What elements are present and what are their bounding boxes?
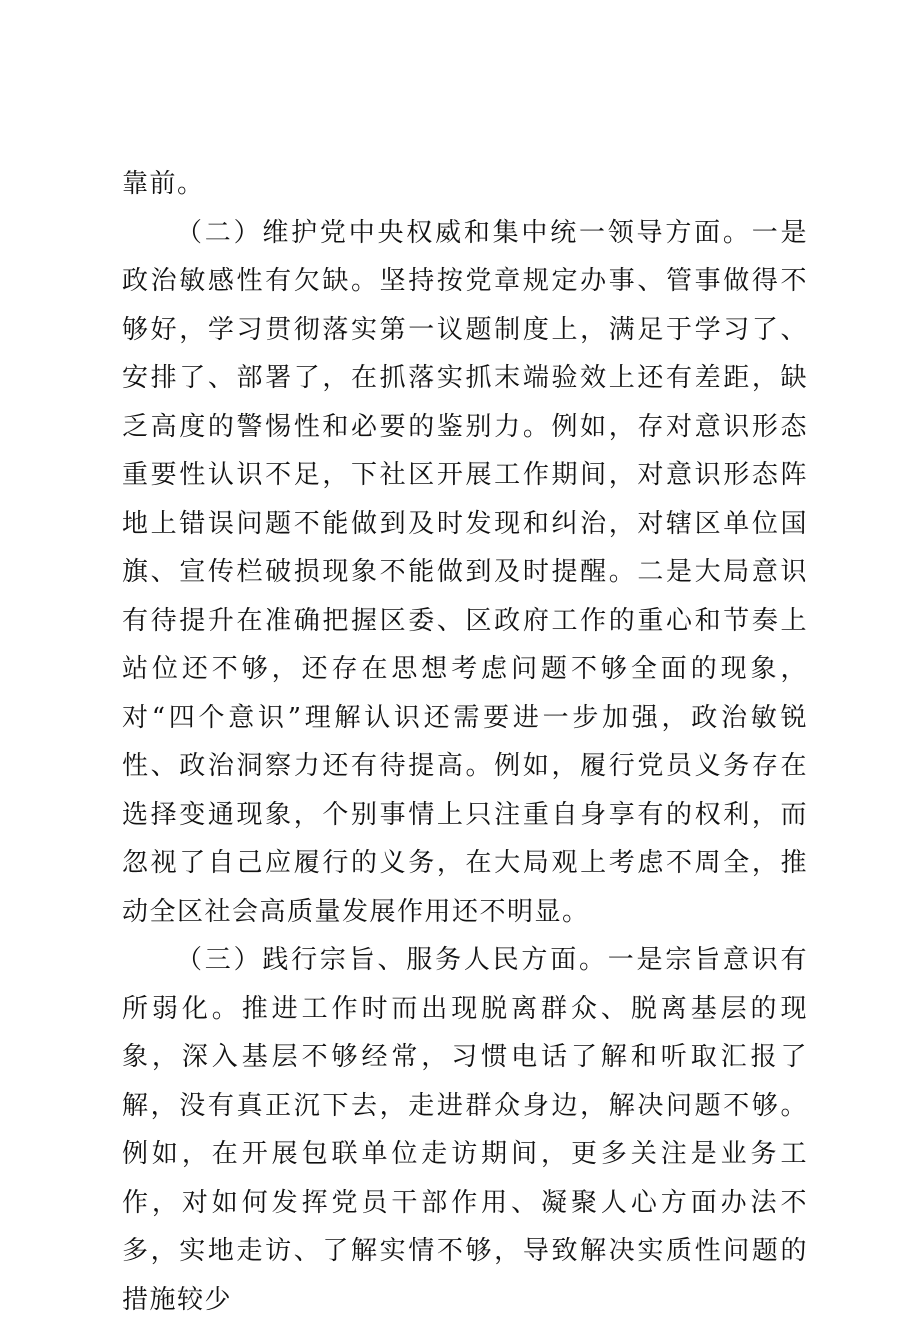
paragraph-section-two: （二）维护党中央权威和集中统一领导方面。一是政治敏感性有欠缺。坚持按党章规定办事、管事做得不够好，学习贯彻落实第一议题制度上，满足于学习了、安排了、部署了，在抓落实抓末端验效上还有差距，缺乏高度的警惕性和必要的鉴别力。例如，存对意识形态重要性认识不足，下社区开展工作期间，对意识形态阵地上错误问题不能做到及时发现和纠治，对辖区单位国旗、宣传栏破损现象不能做到及时提醒。二是大局意识有待提升在准确把握区委、区政府工作的重心和节奏上站位还不够，还存在思想考虑问题不够全面的现象，对“四个意识”理解认识还需要进一步加强，政治敏锐性、政治洞察力还有待提高。例如，履行党员义务存在选择变通现象，个别事情上只注重自身享有的权利，而忽视了自己应履行的义务，在大局观上考虑不周全，推动全区社会高质量发展作用还不明显。 — [122, 217, 808, 927]
paragraph-section-three: （三）践行宗旨、服务人民方面。一是宗旨意识有所弱化。推进工作时而出现脱离群众、脱离基层的现象，深入基层不够经常，习惯电话了解和听取汇报了解，没有真正沉下去，走进群众身边，解决问题不够。例如，在开展包联单位走访期间，更多关注是业务工作，对如何发挥党员干部作用、凝聚人心方面办法不多，实地走访、了解实情不够，导致解决实质性问题的措施较少 — [122, 945, 808, 1315]
paragraph-continuation: 靠前。 — [122, 169, 205, 199]
document-body — [122, 160, 808, 1324]
